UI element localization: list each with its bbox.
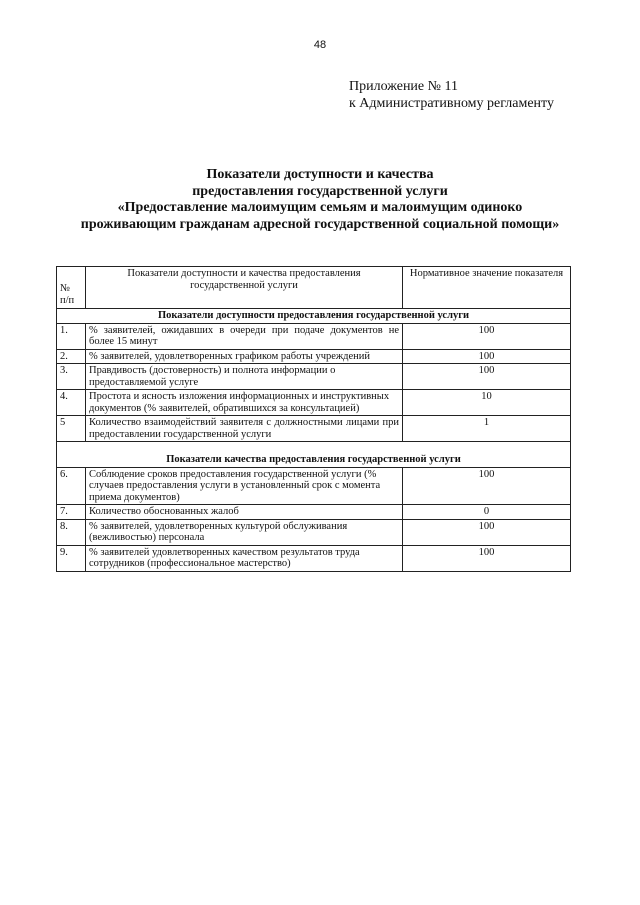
page-number: 48	[313, 39, 327, 51]
row-indicator: % заявителей, удовлетворенных культурой обслуживания (вежливостью) персонала	[86, 519, 403, 545]
row-number: 4.	[57, 390, 86, 416]
row-indicator: % заявителей, удовлетворенных графиком работы учреждений	[86, 349, 403, 364]
table-row	[57, 416, 571, 442]
table-row	[57, 390, 571, 416]
row-indicator: Соблюдение сроков предоставления государственной услуги (% случаев предоставления услуги в установленный срок с момента приема документов)	[86, 467, 403, 505]
row-value: 10	[403, 390, 571, 416]
row-indicator: Простота и ясность изложения информационных и инструктивных документов (% заявителей, обратившихся за консультацией)	[86, 390, 403, 416]
title-line-2: предоставления государственной услуги	[192, 183, 448, 199]
table-row	[57, 323, 571, 349]
section-title: Показатели качества предоставления государственной услуги	[57, 442, 571, 468]
document-title	[0, 167, 640, 233]
appendix-note	[349, 78, 554, 112]
table-header-row	[57, 267, 571, 309]
title-line-4: проживающим гражданам адресной государственной социальной помощи»	[80, 216, 560, 232]
appendix-line-1: Приложение № 11	[349, 79, 458, 94]
row-value: 100	[403, 323, 571, 349]
row-number: 6.	[57, 467, 86, 505]
row-indicator: % заявителей, ожидавших в очереди при подаче документов не более 15 минут	[86, 323, 403, 349]
section-row-quality	[57, 442, 571, 468]
table-row	[57, 545, 571, 571]
row-number: 3.	[57, 364, 86, 390]
table-row	[57, 505, 571, 520]
header-indicator: Показатели доступности и качества предоставления государственной услуги	[86, 267, 403, 309]
section-row-accessibility	[57, 309, 571, 324]
header-value: Нормативное значение показателя	[403, 267, 571, 309]
row-indicator: % заявителей удовлетворенных качеством результатов труда сотрудников (профессиональное мастерство)	[86, 545, 403, 571]
table-row	[57, 349, 571, 364]
row-number: 9.	[57, 545, 86, 571]
table-row	[57, 364, 571, 390]
row-number: 1.	[57, 323, 86, 349]
row-indicator: Количество взаимодействий заявителя с должностными лицами при предоставлении государственной услуги	[86, 416, 403, 442]
indicators-table	[56, 266, 571, 572]
table-row	[57, 519, 571, 545]
row-indicator: Количество обоснованных жалоб	[86, 505, 403, 520]
table-row	[57, 467, 571, 505]
row-indicator: Правдивость (достоверность) и полнота информации о предоставляемой услуге	[86, 364, 403, 390]
row-value: 100	[403, 519, 571, 545]
title-line-3: «Предоставление малоимущим семьям и малоимущим одиноко	[117, 200, 523, 215]
row-value: 100	[403, 545, 571, 571]
header-number	[57, 267, 86, 309]
header-number-line-1: №	[60, 283, 71, 294]
row-number: 5	[57, 416, 86, 442]
appendix-line-2: к Административному регламенту	[349, 96, 554, 111]
section-title: Показатели доступности предоставления государственной услуги	[57, 309, 571, 324]
row-value: 100	[403, 349, 571, 364]
row-value: 1	[403, 416, 571, 442]
row-number: 7.	[57, 505, 86, 520]
row-value: 100	[403, 364, 571, 390]
row-number: 8.	[57, 519, 86, 545]
row-value: 0	[403, 505, 571, 520]
header-number-line-2: п/п	[60, 294, 75, 306]
row-value: 100	[403, 467, 571, 505]
row-number: 2.	[57, 349, 86, 364]
title-line-1: Показатели доступности и качества	[206, 167, 434, 182]
